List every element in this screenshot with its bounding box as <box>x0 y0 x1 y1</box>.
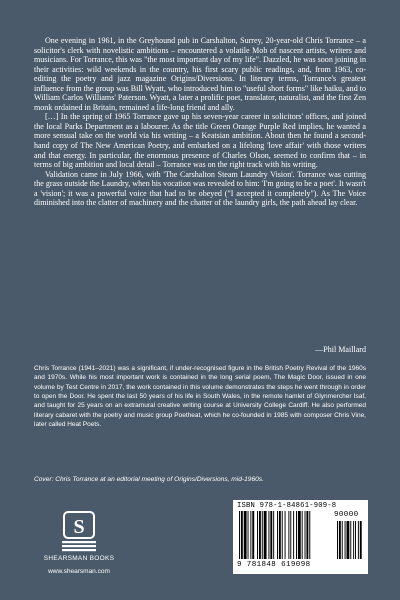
author-bio-text: Chris Torrance (1941–2021) was a significant, if under-recognised figure in the British Poetry Revival of the 1960s and 1970s. While his most important work is contained in the long serial poem, The Magic Door, issued in one volume by Test Centre in 2017, the work contained in this volume demonstrates the steps he went through in order to open the Door. He spent the last 50 years of his life in South Wales, in the remote hamlet of Glynmercher Isaf, and taught for 25 years on an extramural creative writing course at University College Cardiff. He also performed literary cabaret with the poetry and music group Poetheat, which he co-founded in 1985 with composer Chris Vine, later called Heat Poets. <box>34 365 366 429</box>
isbn-number: ISBN 978-1-84861-909-8 <box>237 502 337 510</box>
blurb-paragraph-3: Validation came in July 1966, with 'The Carshalton Steam Laundry Vision'. Torrance was cutting the grass outside the Laundry, when his vocation was revealed to him: 'I'm going to be a poet'. It wasn't a 'vision'; it was a powerful voice that had to be obeyed ("I accepted it completely"). As The Voice diminished into the clatter of machinery and the chatter of the laundry girls, the path ahead lay clear. <box>34 169 366 208</box>
author-bio <box>34 364 366 429</box>
logo-letter: S <box>73 516 85 538</box>
blurb-attribution: —Phil Maillard <box>315 345 366 354</box>
isbn-barcode <box>233 500 368 574</box>
ean-number: 9 781848 619098 <box>237 561 311 569</box>
shearsman-logo-icon <box>60 508 98 552</box>
blurb <box>34 36 366 208</box>
publisher-name: SHEARSMAN BOOKS <box>43 555 115 562</box>
blurb-paragraph-1: One evening in 1961, in the Greyhound pub in Carshalton, Surrey, 20-year-old Chris Torrance – a solicitor's clerk with novelistic ambitions – encountered a volatile Mob of nascent artists, writers and musicians. For Torrance, this was "the most important day of my life". Dazzled, he was soon joining in their activities: wild weekends in the country, his first scary public readings, and, from 1963, co-editing the poetry and jazz magazine Origins/Diversions. In literary terms, Torrance's greatest influence from the group was Bill Wyatt, who introduced him to "useful short forms" like haiku, and to William Carlos Williams' Paterson. Wyatt, a later a prolific poet, translator, naturalist, and the first Zen monk ordained in Britain, remained a life-long friend and ally. <box>34 36 366 112</box>
publisher-logo <box>34 508 124 588</box>
publisher-url: www.shearsman.com <box>48 568 110 575</box>
cover-credit: Cover: Chris Torrance at an editorial meeting of Origins/Diversions, mid-1960s. <box>34 476 264 483</box>
price-code: 90000 <box>334 511 359 519</box>
blurb-paragraph-2: […] In the spring of 1965 Torrance gave up his seven-year career in solicitors' offices, and joined the local Parks Department as a labourer. As the title Green Orange Purple Red implies, he wanted a more sensual take on the world via his writing – a Keatsian ambition. About then he found a second-hand copy of The New American Poetry, and embarked on a lifelong 'love affair' with those writers and that energy. In particular, the enormous presence of Charles Olson, seemed to confirm that – in terms of big ambition and local detail – Torrance was on the right track with his writing. <box>34 112 366 170</box>
